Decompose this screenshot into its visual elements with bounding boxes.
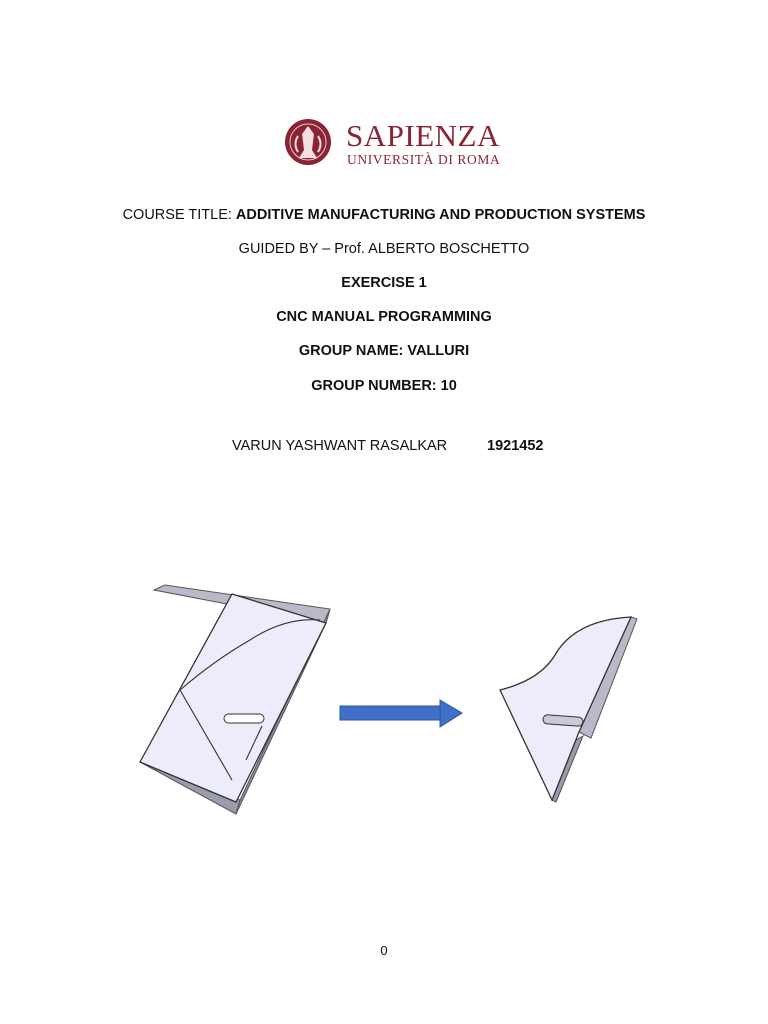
finished-part-image (500, 617, 637, 802)
part-illustration (130, 582, 670, 832)
university-logo (284, 114, 501, 174)
course-title-value: ADDITIVE MANUFACTURING AND PRODUCTION SYSTEMS (235, 207, 646, 223)
author-name: VARUN YASHWANT RASALKAR (232, 438, 448, 454)
author-id: 1921452 (487, 438, 544, 454)
guided-by: GUIDED BY – Prof. ALBERTO BOSCHETTO (238, 241, 530, 257)
university-name: SAPIENZA (346, 118, 500, 153)
course-title-label: COURSE TITLE: (122, 207, 236, 223)
sapienza-seal-icon (284, 114, 334, 170)
group-name: GROUP NAME: VALLURI (298, 343, 470, 359)
topic-heading: CNC MANUAL PROGRAMMING (276, 309, 492, 325)
page-number: 0 (380, 943, 388, 958)
exercise-heading: EXERCISE 1 (341, 275, 427, 291)
stock-plate-image (140, 585, 330, 814)
process-arrow-icon (340, 700, 462, 727)
course-title-line (0, 207, 768, 223)
group-number: GROUP NUMBER: 10 (311, 378, 457, 394)
university-subtitle: UNIVERSITÀ DI ROMA (347, 152, 501, 167)
